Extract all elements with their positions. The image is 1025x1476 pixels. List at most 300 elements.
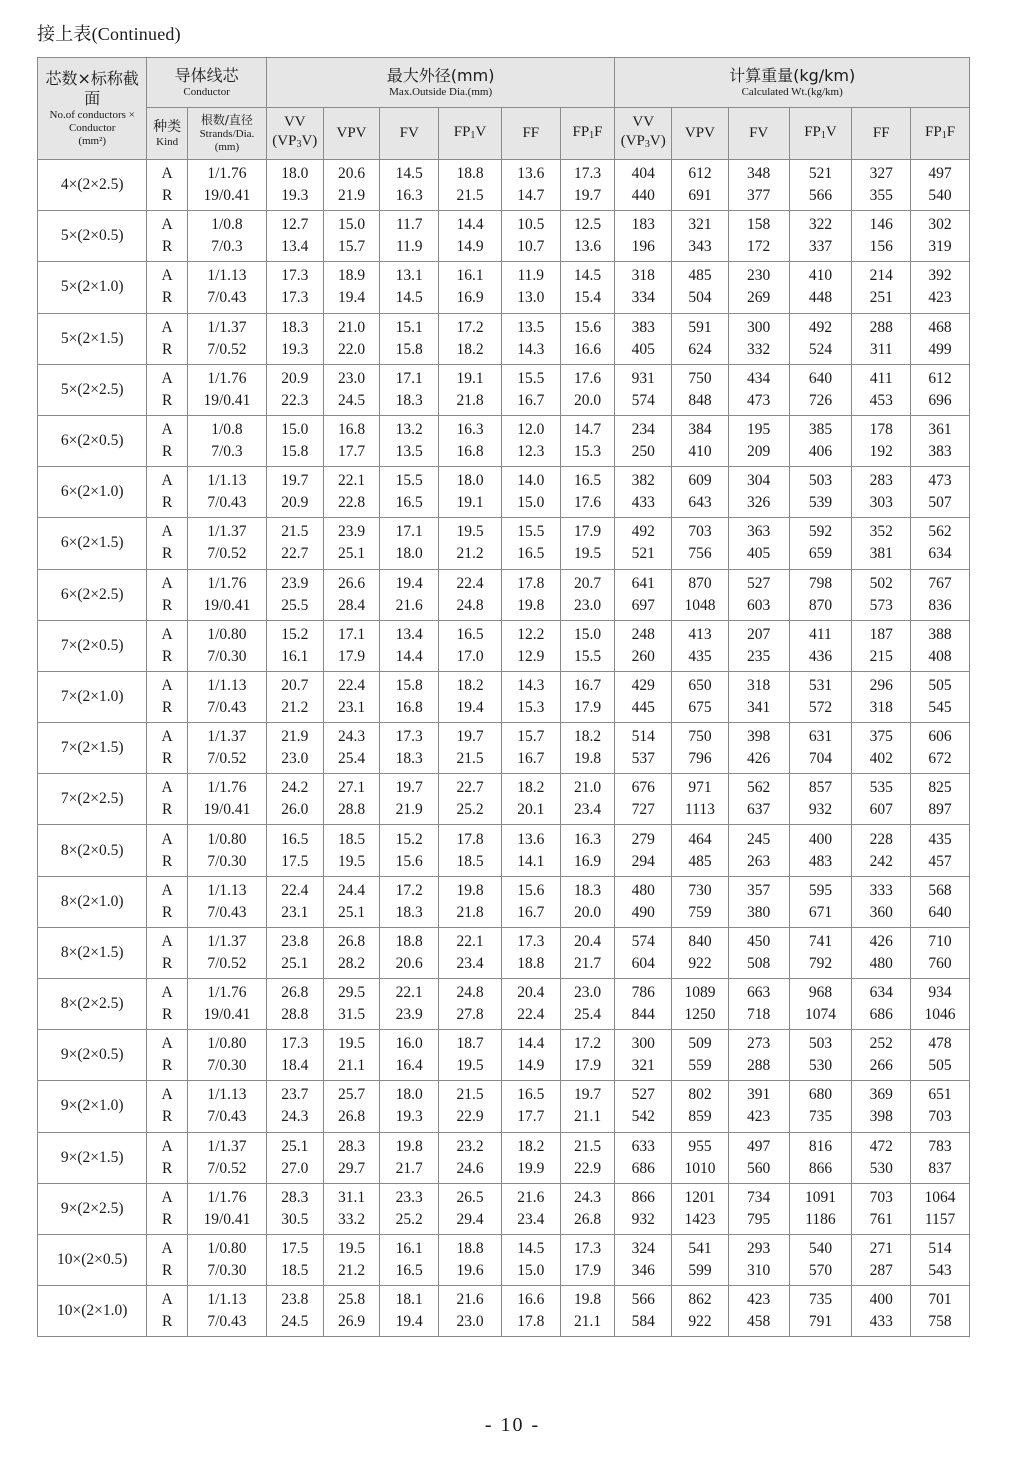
strands-header-cn: 根数/直径 (200, 113, 253, 127)
wt-cell-value: 792 (808, 954, 833, 972)
wt-cell-value: 640 (928, 903, 952, 921)
wt-cell (911, 1030, 970, 1081)
wt-cell-value: 288 (747, 1057, 771, 1075)
od-cell-value: 23.9 (337, 523, 366, 541)
wt-header (615, 58, 970, 108)
od-cell-value: 17.3 (281, 1035, 309, 1053)
od-cell-value: 15.5 (395, 472, 423, 490)
wt-cell-value: 385 (808, 421, 833, 439)
od-cell-value: 18.7 (456, 1035, 484, 1053)
od-header-cn: 最大外径(mm) (386, 66, 495, 85)
od-cell-value: 18.2 (456, 340, 484, 358)
od-cell-value: 24.6 (456, 1159, 484, 1177)
od-cell-value: 16.9 (456, 289, 484, 307)
od-cell-value: 17.2 (456, 318, 484, 336)
wt-cell (728, 620, 789, 671)
spec-cell: 5×(2×2.5) (38, 364, 147, 415)
wt-cell-value: 514 (928, 1240, 952, 1258)
od-cell (439, 364, 502, 415)
od-cell-value: 15.5 (517, 369, 545, 387)
kind-cell-value: R (161, 1262, 173, 1280)
od-cell (380, 262, 439, 313)
od-cell (501, 313, 560, 364)
wt-cell-value: 735 (808, 1108, 833, 1126)
od-cell-value: 23.4 (456, 954, 484, 972)
wt-cell-value: 783 (928, 1137, 952, 1155)
wt-cell-value: 502 (869, 574, 893, 592)
wt-cell (672, 518, 729, 569)
od-cell-value: 19.8 (517, 596, 545, 614)
wt-cell-value: 521 (808, 165, 833, 183)
wt-cell-value: 480 (631, 881, 655, 899)
od-cell-value: 25.2 (456, 801, 484, 819)
od-cell-value: 16.5 (517, 545, 545, 563)
od-cell-value: 18.3 (395, 391, 423, 409)
od-cell-value: 19.5 (456, 1057, 484, 1075)
wt-cell-value: 146 (869, 216, 893, 234)
od-cell-value: 24.3 (337, 728, 366, 746)
od-cell (560, 1286, 615, 1337)
table-body (38, 160, 970, 1337)
wt-cell-value: 499 (928, 340, 952, 358)
wt-cell (911, 262, 970, 313)
od-cell-value: 17.6 (573, 369, 602, 387)
od-cell (323, 671, 380, 722)
kind-cell (147, 415, 188, 466)
wt-cell (728, 467, 789, 518)
od-cell-value: 17.8 (517, 574, 545, 592)
wt-cell-value: 464 (688, 830, 712, 848)
od-cell (501, 518, 560, 569)
wt-cell (789, 262, 852, 313)
wt-cell-value: 730 (688, 881, 712, 899)
wt-cell-value: 311 (869, 340, 893, 358)
strand-cell-value: 19/0.41 (203, 187, 251, 205)
wt-cell (615, 876, 672, 927)
wt-cell-value: 758 (928, 1313, 952, 1331)
kind-cell-value: R (161, 1108, 173, 1126)
od-cell (501, 1030, 560, 1081)
wt-cell-value: 735 (808, 1291, 833, 1309)
wt-cell-value: 675 (688, 698, 712, 716)
od-cell-value: 21.9 (337, 187, 366, 205)
strand-cell (187, 723, 266, 774)
wt-cell-value: 303 (869, 494, 893, 512)
strand-cell-value: 7/0.3 (211, 238, 243, 256)
wt-cell-value: 931 (631, 369, 655, 387)
od-cell-value: 12.0 (517, 421, 545, 439)
od-cell-value: 14.5 (395, 165, 423, 183)
wt-cell (911, 927, 970, 978)
wt-cell-value: 380 (747, 903, 771, 921)
od-cell-value: 14.9 (456, 238, 484, 256)
od-cell-value: 14.5 (395, 289, 423, 307)
wt-cell (789, 927, 852, 978)
od-cell (266, 211, 323, 262)
od-cell-value: 12.7 (281, 216, 309, 234)
wt-cell (728, 211, 789, 262)
od-cell-value: 14.1 (517, 852, 545, 870)
count-header-unit: (mm²) (78, 135, 107, 147)
wt-cell-value: 207 (747, 625, 771, 643)
wt-cell (672, 876, 729, 927)
table-row (38, 979, 970, 1030)
wt-cell (911, 1286, 970, 1337)
wt-type-header: FV (728, 108, 789, 160)
wt-cell (911, 620, 970, 671)
kind-cell (147, 671, 188, 722)
wt-cell-value: 659 (808, 545, 833, 563)
wt-cell-value: 676 (631, 779, 655, 797)
od-cell-value: 16.8 (395, 698, 423, 716)
od-cell (560, 364, 615, 415)
wt-cell-value: 607 (869, 801, 893, 819)
od-cell-value: 22.7 (281, 545, 309, 563)
kind-cell-value: A (161, 676, 173, 694)
wt-cell-value: 497 (928, 165, 952, 183)
od-cell-value: 26.8 (337, 1108, 366, 1126)
wt-cell-value: 346 (631, 1262, 655, 1280)
spec-cell: 9×(2×1.0) (38, 1081, 147, 1132)
od-cell-value: 26.9 (337, 1313, 366, 1331)
wt-cell-value: 480 (869, 954, 893, 972)
wt-cell-value: 324 (631, 1240, 655, 1258)
od-cell-value: 15.6 (573, 318, 602, 336)
od-cell-value: 11.9 (517, 267, 545, 285)
od-cell (266, 620, 323, 671)
od-cell (560, 876, 615, 927)
strand-cell (187, 979, 266, 1030)
wt-cell-value: 435 (928, 830, 952, 848)
od-cell-value: 26.8 (281, 984, 309, 1002)
od-cell-value: 17.3 (573, 1240, 602, 1258)
od-type-header: FF (501, 108, 560, 160)
table-row (38, 518, 970, 569)
od-cell-value: 14.0 (517, 472, 545, 490)
od-cell-value: 17.5 (281, 1240, 309, 1258)
table-row (38, 620, 970, 671)
od-cell-value: 21.6 (395, 596, 423, 614)
wt-cell-value: 321 (631, 1057, 655, 1075)
kind-cell (147, 979, 188, 1030)
od-cell-value: 21.5 (281, 523, 309, 541)
od-cell-value: 19.4 (395, 1313, 423, 1331)
wt-cell-value: 435 (688, 647, 712, 665)
od-cell (501, 364, 560, 415)
od-cell-value: 19.7 (395, 779, 423, 797)
od-cell (380, 723, 439, 774)
strand-cell-value: 7/0.30 (207, 852, 247, 870)
od-cell (323, 1132, 380, 1183)
od-cell-value: 25.2 (395, 1210, 423, 1228)
wt-cell-value: 540 (928, 187, 952, 205)
wt-cell-value: 187 (869, 625, 893, 643)
wt-cell (672, 313, 729, 364)
strand-cell-value: 7/0.3 (211, 443, 243, 461)
od-cell (501, 927, 560, 978)
strand-cell-value: 1/0.8 (211, 421, 243, 439)
od-cell-value: 22.4 (337, 676, 366, 694)
od-cell (501, 1286, 560, 1337)
wt-cell-value: 932 (808, 801, 833, 819)
wt-cell-value: 505 (928, 1057, 952, 1075)
wt-cell-value: 492 (808, 318, 833, 336)
strand-cell-value: 1/1.76 (207, 984, 247, 1002)
wt-cell-value: 321 (688, 216, 712, 234)
wt-cell-value: 209 (747, 443, 771, 461)
wt-cell-value: 318 (869, 698, 893, 716)
od-cell-value: 16.6 (517, 1291, 545, 1309)
spec-cell: 6×(2×1.0) (38, 467, 147, 518)
od-cell-value: 23.3 (395, 1188, 423, 1206)
od-cell-value: 17.9 (573, 523, 602, 541)
od-type-header: VPV (323, 108, 380, 160)
wt-cell-value: 436 (808, 647, 833, 665)
od-cell (560, 1132, 615, 1183)
spec-cell: 5×(2×0.5) (38, 211, 147, 262)
strand-cell-value: 19/0.41 (203, 801, 251, 819)
kind-cell-value: A (161, 574, 173, 592)
strand-cell-value: 19/0.41 (203, 391, 251, 409)
wt-cell (911, 569, 970, 620)
wt-cell-value: 572 (808, 698, 833, 716)
od-cell-value: 23.8 (281, 932, 309, 950)
wt-cell (852, 620, 911, 671)
wt-cell-value: 192 (869, 443, 893, 461)
strand-cell (187, 211, 266, 262)
wt-cell-value: 545 (928, 698, 952, 716)
od-cell-value: 18.2 (573, 728, 602, 746)
od-cell (266, 927, 323, 978)
wt-cell-value: 562 (928, 523, 952, 541)
od-cell-value: 21.5 (456, 187, 484, 205)
kind-header-cn: 种类 (153, 119, 182, 135)
kind-cell-value: A (161, 165, 173, 183)
wt-cell-value: 410 (808, 267, 833, 285)
od-cell-value: 16.0 (395, 1035, 423, 1053)
wt-cell (911, 671, 970, 722)
wt-cell (728, 1183, 789, 1234)
table-row (38, 1132, 970, 1183)
kind-cell-value: A (161, 318, 173, 336)
wt-cell (615, 671, 672, 722)
wt-cell-value: 541 (688, 1240, 712, 1258)
wt-cell-value: 279 (631, 830, 655, 848)
wt-type-header: VV $(VP_3V)$ (615, 108, 672, 160)
cable-spec-table (37, 57, 970, 1337)
wt-cell-value: 360 (869, 903, 893, 921)
od-cell (560, 927, 615, 978)
od-cell-value: 16.5 (281, 830, 309, 848)
od-cell-value: 13.4 (395, 625, 423, 643)
od-cell-value: 13.0 (517, 289, 545, 307)
strand-cell-value: 1/0.8 (211, 216, 243, 234)
wt-cell-value: 641 (631, 574, 655, 592)
kind-cell-value: A (161, 1035, 173, 1053)
od-cell-value: 16.3 (395, 187, 423, 205)
wt-cell (911, 364, 970, 415)
od-cell (323, 569, 380, 620)
wt-cell-value: 650 (688, 676, 712, 694)
wt-cell-value: 214 (869, 267, 893, 285)
od-cell-value: 26.8 (573, 1210, 602, 1228)
spec-cell: 6×(2×1.5) (38, 518, 147, 569)
od-cell-value: 31.1 (337, 1188, 366, 1206)
kind-cell-value: R (161, 238, 173, 256)
wt-cell (672, 160, 729, 211)
wt-cell-value: 870 (808, 596, 833, 614)
strand-cell-value: 7/0.52 (207, 545, 247, 563)
table-row (38, 876, 970, 927)
od-cell-value: 23.0 (337, 369, 366, 387)
od-cell-value: 20.7 (281, 676, 309, 694)
wt-cell (911, 1234, 970, 1285)
strand-cell (187, 364, 266, 415)
od-cell-value: 16.8 (337, 421, 366, 439)
wt-cell-value: 363 (747, 523, 771, 541)
wt-cell-value: 266 (869, 1057, 893, 1075)
od-cell-value: 15.2 (281, 625, 309, 643)
spec-cell: 7×(2×2.5) (38, 774, 147, 825)
wt-cell (728, 825, 789, 876)
wt-cell (615, 160, 672, 211)
wt-cell (728, 671, 789, 722)
od-cell-value: 18.5 (337, 830, 366, 848)
od-cell-value: 23.1 (281, 903, 309, 921)
strand-cell (187, 518, 266, 569)
od-cell-value: 15.0 (517, 1262, 545, 1280)
od-cell (560, 774, 615, 825)
wt-cell-value: 440 (631, 187, 655, 205)
od-cell-value: 22.4 (281, 881, 309, 899)
od-cell-value: 17.8 (517, 1313, 545, 1331)
wt-cell-value: 195 (747, 421, 771, 439)
od-cell-value: 12.9 (517, 647, 545, 665)
wt-cell-value: 248 (631, 625, 655, 643)
wt-cell-value: 423 (747, 1108, 771, 1126)
od-cell-value: 24.8 (456, 596, 484, 614)
od-cell (323, 774, 380, 825)
wt-cell-value: 319 (928, 238, 952, 256)
wt-cell-value: 383 (928, 443, 952, 461)
od-cell (323, 876, 380, 927)
od-cell (380, 364, 439, 415)
od-cell (266, 569, 323, 620)
wt-cell-value: 288 (869, 318, 893, 336)
wt-cell (852, 671, 911, 722)
od-cell-value: 25.1 (281, 954, 309, 972)
wt-cell (615, 1030, 672, 1081)
wt-cell (615, 364, 672, 415)
wt-cell (852, 723, 911, 774)
od-cell-value: 20.1 (517, 801, 545, 819)
od-cell-value: 21.1 (573, 1313, 602, 1331)
kind-cell-value: A (161, 932, 173, 950)
od-cell (323, 620, 380, 671)
kind-cell-value: A (161, 830, 173, 848)
od-cell-value: 31.5 (337, 1006, 366, 1024)
wt-cell-value: 798 (808, 574, 833, 592)
count-header-cn: 芯数×标称截面 (45, 69, 139, 108)
wt-cell-value: 450 (747, 932, 771, 950)
spec-cell: 7×(2×1.5) (38, 723, 147, 774)
wt-cell (911, 313, 970, 364)
wt-cell (789, 620, 852, 671)
wt-cell (789, 1183, 852, 1234)
od-cell (501, 1234, 560, 1285)
od-cell (323, 262, 380, 313)
od-cell (323, 415, 380, 466)
table-row (38, 569, 970, 620)
strand-cell-value: 1/1.13 (207, 1291, 247, 1309)
kind-cell (147, 313, 188, 364)
od-cell-value: 26.6 (337, 574, 366, 592)
wt-cell-value: 897 (928, 801, 952, 819)
strand-cell-value: 1/1.37 (207, 1137, 247, 1155)
od-cell-value: 22.3 (281, 391, 309, 409)
strand-cell (187, 1132, 266, 1183)
wt-cell (852, 467, 911, 518)
od-cell-value: 21.5 (456, 1086, 484, 1104)
strand-cell-value: 1/1.76 (207, 1188, 247, 1206)
wt-cell (852, 1183, 911, 1234)
wt-cell-value: 398 (747, 728, 771, 746)
wt-cell (615, 1081, 672, 1132)
od-cell-value: 16.7 (517, 391, 545, 409)
wt-cell (852, 415, 911, 466)
wt-cell-value: 604 (631, 954, 655, 972)
od-cell-value: 23.4 (573, 801, 602, 819)
wt-cell-value: 703 (928, 1108, 952, 1126)
od-cell (266, 723, 323, 774)
wt-cell-value: 478 (928, 1035, 952, 1053)
od-cell-value: 18.2 (517, 779, 545, 797)
wt-cell-value: 573 (869, 596, 893, 614)
od-cell-value: 20.0 (573, 903, 602, 921)
od-cell-value: 12.2 (517, 625, 545, 643)
spec-cell: 8×(2×2.5) (38, 979, 147, 1030)
od-cell-value: 19.3 (395, 1108, 423, 1126)
od-cell (380, 620, 439, 671)
od-cell-value: 15.0 (573, 625, 602, 643)
od-cell (439, 979, 502, 1030)
table-row (38, 1030, 970, 1081)
kind-cell (147, 1030, 188, 1081)
od-cell-value: 19.5 (337, 1240, 366, 1258)
od-cell-value: 23.0 (573, 984, 602, 1002)
wt-cell-value: 727 (631, 801, 655, 819)
od-cell-value: 22.7 (456, 779, 484, 797)
od-cell-value: 14.7 (573, 421, 602, 439)
wt-cell (672, 723, 729, 774)
od-cell (380, 211, 439, 262)
od-cell (560, 262, 615, 313)
wt-cell-value: 505 (928, 676, 952, 694)
wt-cell (789, 825, 852, 876)
wt-cell-value: 840 (688, 932, 712, 950)
kind-cell-value: A (161, 421, 173, 439)
od-cell-value: 25.1 (337, 903, 366, 921)
strand-cell-value: 1/1.37 (207, 932, 247, 950)
wt-cell-value: 537 (631, 750, 655, 768)
wt-cell-value: 524 (808, 340, 833, 358)
wt-cell (615, 1132, 672, 1183)
spec-cell: 4×(2×2.5) (38, 160, 147, 211)
wt-cell-value: 759 (688, 903, 712, 921)
wt-cell-value: 1113 (685, 801, 715, 819)
od-cell-value: 20.6 (337, 165, 366, 183)
od-cell (560, 467, 615, 518)
